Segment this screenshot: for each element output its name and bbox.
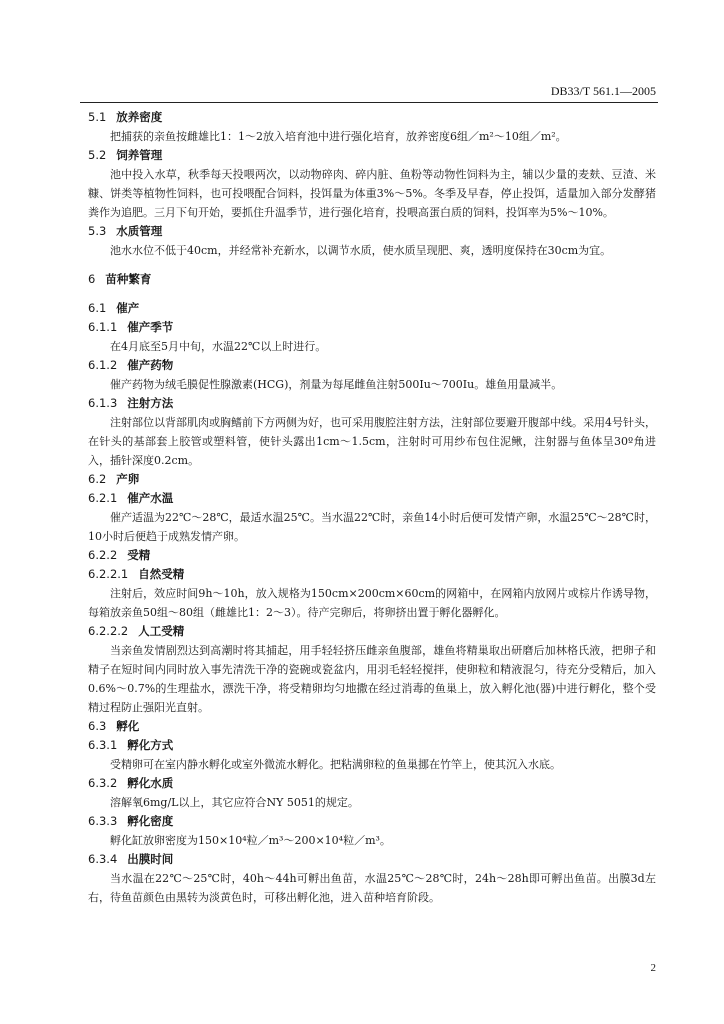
paragraph: 注射部位以背部肌肉或胸鳍前下方两侧为好，也可采用腹腔注射方法，注射部位要避开腹部中线。采用4号针头，在针头的基部套上胶管或塑料管，使针头露出1cm～1.5cm，注射时可用纱布包住泥鳅，注射器与鱼体呈30º角进入，插针深度0.2cm。 <box>88 416 656 467</box>
section-number: 6.2.2.2 <box>88 624 129 638</box>
section-heading <box>88 108 656 127</box>
section-number: 6.3.4 <box>88 852 118 866</box>
section-number: 6.1 <box>88 301 107 315</box>
section-number: 6.3.3 <box>88 814 118 828</box>
section-title: 催产 <box>116 301 140 315</box>
section-title: 放养密度 <box>116 110 163 124</box>
section-heading <box>88 546 656 565</box>
section-title: 孵化水质 <box>127 776 174 790</box>
section-number: 6.2.2.1 <box>88 567 129 581</box>
section-heading <box>88 222 656 241</box>
section-heading <box>88 565 656 584</box>
section-number: 6.1.3 <box>88 396 118 410</box>
standard-code: DB33/T 561.1—2005 <box>550 84 656 98</box>
section-title: 受精 <box>127 548 151 562</box>
paragraph: 池水水位不低于40cm，并经常补充新水，以调节水质，使水质呈现肥、爽，透明度保持在30cm为宜。 <box>110 244 612 257</box>
section-title: 苗种繁育 <box>105 272 152 286</box>
section-number: 6.1.2 <box>88 358 118 372</box>
section-number: 6.1.1 <box>88 320 118 334</box>
section-heading <box>88 774 656 793</box>
section-title: 催产季节 <box>127 320 174 334</box>
paragraph: 在4月底至5月中旬，水温22℃以上时进行。 <box>110 340 327 353</box>
section-title: 饲养管理 <box>116 148 163 162</box>
section-heading <box>88 318 656 337</box>
section-heading <box>88 394 656 413</box>
section-heading <box>88 299 656 318</box>
paragraph: 把捕获的亲鱼按雌雄比1：1～2放入培育池中进行强化培育，放养密度6组／m²～10组／m²。 <box>110 130 567 143</box>
section-heading <box>88 622 656 641</box>
section-heading <box>88 850 656 869</box>
section-number: 5.1 <box>88 110 107 124</box>
section-heading <box>88 146 656 165</box>
paragraph: 当水温在22℃～25℃时，40h～44h可孵出鱼苗，水温25℃～28℃时，24h～28h即可孵出鱼苗。出膜3d左右，待鱼苗颜色由黑转为淡黄色时，可移出孵化池，进入苗种培育阶段。 <box>88 872 656 904</box>
section-number: 6.3.2 <box>88 776 118 790</box>
paragraph: 孵化缸放卵密度为150×10⁴粒／m³～200×10⁴粒／m³。 <box>110 834 391 847</box>
section-heading <box>88 356 656 375</box>
section-number: 6 <box>88 272 96 286</box>
section-number: 6.3 <box>88 719 107 733</box>
section-title: 水质管理 <box>116 224 163 238</box>
paragraph: 溶解氧6mg/L以上，其它应符合NY 5051的规定。 <box>110 796 359 809</box>
section-title: 催产药物 <box>127 358 174 372</box>
section-title: 人工受精 <box>138 624 185 638</box>
paragraph: 受精卵可在室内静水孵化或室外微流水孵化。把粘满卵粒的鱼巢挪在竹竿上，使其沉入水底。 <box>110 758 561 771</box>
paragraph: 当亲鱼发情剧烈达到高潮时将其捕起，用手轻轻挤压雌亲鱼腹部，雄鱼将精巢取出研磨后加林格氏液，把卵子和精子在短时间内同时放入事先清洗干净的瓷碗或瓷盆内，用羽毛轻轻搅拌，使卵粒和精液混匀，待充分受精后，加入0.6%～0.7%的生理盐水，漂洗干净，将受精卵均匀地撒在经过消毒的鱼巢上，放入孵化池(器)中进行孵化，整个受精过程防止强阳光直射。 <box>88 644 656 714</box>
section-title: 孵化密度 <box>127 814 174 828</box>
paragraph: 催产适温为22℃～28℃，最适水温25℃。当水温22℃时，亲鱼14小时后便可发情产卵，水温25℃～28℃时，10小时后便趋于成熟发情产卵。 <box>88 511 656 543</box>
paragraph: 注射后，效应时间9h～10h，放入规格为150cm×200cm×60cm的网箱中，在网箱内放网片或棕片作诱导物，每箱放亲鱼50组～80组（雌雄比1：2～3）。待产完卵后，将卵挤出置于孵化器孵化。 <box>88 587 656 619</box>
section-heading <box>88 270 656 289</box>
section-number: 5.2 <box>88 148 107 162</box>
section-number: 6.2.2 <box>88 548 118 562</box>
section-heading <box>88 470 656 489</box>
section-number: 6.3.1 <box>88 738 118 752</box>
section-title: 催产水温 <box>127 491 174 505</box>
section-heading <box>88 736 656 755</box>
section-number: 5.3 <box>88 224 107 238</box>
section-number: 6.2.1 <box>88 491 118 505</box>
section-heading <box>88 717 656 736</box>
paragraph: 池中投入水草，秋季每天投喂两次，以动物碎肉、碎内脏、鱼粉等动物性饲料为主，辅以少量的麦麸、豆渣、米糠、饼类等植物性饲料，也可投喂配合饲料，投饵量为体重3%～5%。冬季及早春，停止投饵，适量加入部分发酵猪粪作为追肥。三月下旬开始，要抓住升温季节，进行强化培育，投喂高蛋白质的饲料，投饵率为5%～10%。 <box>88 168 656 219</box>
section-title: 自然受精 <box>138 567 185 581</box>
header-rule <box>80 102 658 103</box>
section-title: 产卵 <box>116 472 140 486</box>
section-title: 孵化方式 <box>127 738 174 752</box>
paragraph: 催产药物为绒毛膜促性腺激素(HCG)，剂量为每尾雌鱼注射500Iu～700Iu。雄鱼用量减半。 <box>110 378 563 391</box>
section-title: 孵化 <box>116 719 140 733</box>
document-body <box>88 108 656 907</box>
section-number: 6.2 <box>88 472 107 486</box>
section-heading <box>88 812 656 831</box>
section-title: 出膜时间 <box>127 852 174 866</box>
section-heading <box>88 489 656 508</box>
page-number: 2 <box>650 962 656 974</box>
section-title: 注射方法 <box>127 396 174 410</box>
